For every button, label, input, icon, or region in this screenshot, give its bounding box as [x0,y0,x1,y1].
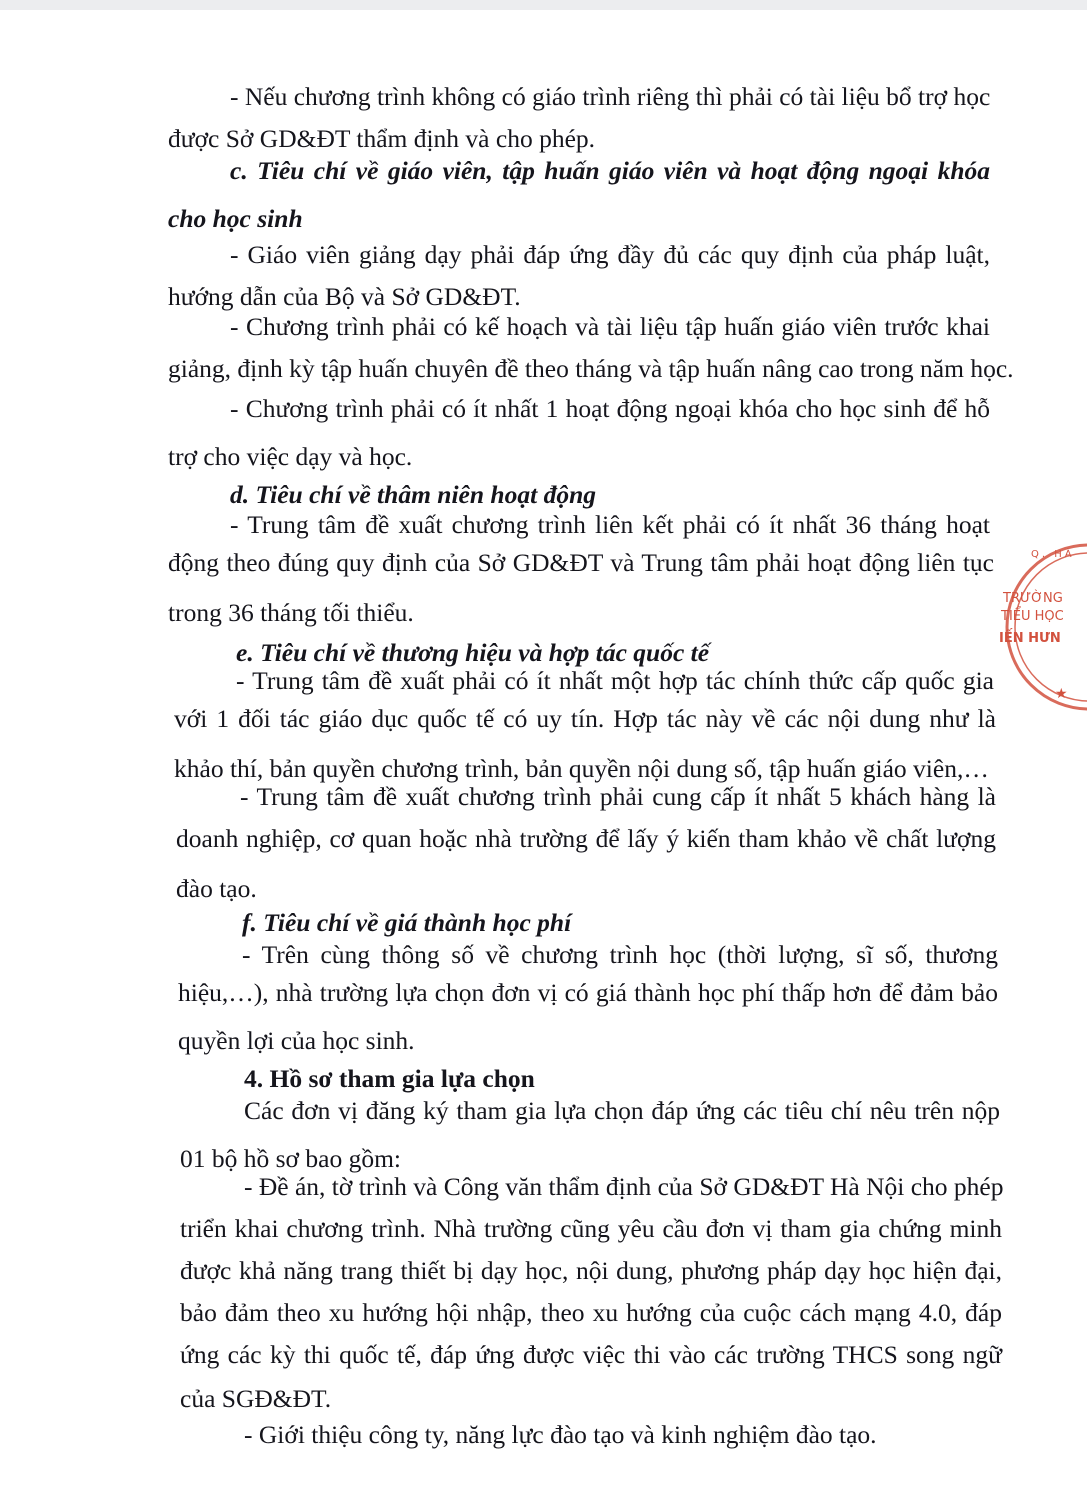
section-heading-c-cont: cho học sinh [168,204,303,233]
paragraph-line: - Trên cùng thông số về chương trình học (thời lượng, sĩ số, thương [242,940,998,969]
svg-text:★: ★ [1055,686,1068,702]
paragraph-line: Các đơn vị đăng ký tham gia lựa chọn đáp ứng các tiêu chí nêu trên nộp [244,1096,1000,1125]
paragraph-line: được Sở GD&ĐT thẩm định và cho phép. [168,124,596,153]
paragraph-line: - Nếu chương trình không có giáo trình riêng thì phải có tài liệu bổ trợ học [230,82,991,111]
paragraph-line: doanh nghiệp, cơ quan hoặc nhà trường để lấy ý kiến tham khảo về chất lượng [176,824,996,853]
paragraph-line: - Chương trình phải có ít nhất 1 hoạt động ngoại khóa cho học sinh để hỗ [230,394,990,423]
section-heading-e: e. Tiêu chí về thương hiệu và hợp tác quốc tế [236,638,710,667]
section-heading-c: c. Tiêu chí về giáo viên, tập huấn giáo viên và hoạt động ngoại khóa [230,156,990,185]
seal-text-line: TRƯỜNG [1003,591,1063,606]
paragraph-line: - Trung tâm đề xuất chương trình liên kết phải có ít nhất 36 tháng hoạt [230,510,990,539]
paragraph-line: quyền lợi của học sinh. [178,1026,415,1055]
paragraph-line: hiệu,…), nhà trường lựa chọn đơn vị có giá thành học phí thấp hơn để đảm bảo [178,978,998,1007]
paragraph-line: bảo đảm theo xu hướng hội nhập, theo xu hướng của cuộc cách mạng 4.0, đáp [180,1298,1002,1327]
seal-ring-icon [997,542,1087,712]
paragraph-line: với 1 đối tác giáo dục quốc tế có uy tín. Hợp tác này về các nội dung như là [174,704,996,733]
paragraph-line: - Giáo viên giảng dạy phải đáp ứng đầy đủ các quy định của pháp luật, [230,240,990,269]
paragraph-line: hướng dẫn của Bộ và Sở GD&ĐT. [168,282,521,311]
paragraph-line: - Đề án, tờ trình và Công văn thẩm định của Sở GD&ĐT Hà Nội cho phép [244,1172,1004,1201]
paragraph-line: giảng, định kỳ tập huấn chuyên đề theo tháng và tập huấn nâng cao trong năm học. [168,354,1014,383]
paragraph-line: - Chương trình phải có kế hoạch và tài liệu tập huấn giáo viên trước khai [230,312,990,341]
paragraph-line: khảo thí, bản quyền chương trình, bản quyền nội dung số, tập huấn giáo viên,… [174,754,989,783]
school-seal [997,542,1087,712]
seal-text-top: Q. HÀ [1031,549,1075,560]
paragraph-line: - Giới thiệu công ty, năng lực đào tạo và kinh nghiệm đào tạo. [244,1420,877,1449]
document-page [0,10,1087,1500]
seal-text-line: TIỂU HỌC [1001,609,1064,624]
paragraph-line: động theo đúng quy định của Sở GD&ĐT và Trung tâm phải hoạt động liên tục [168,548,994,577]
section-heading-4: 4. Hồ sơ tham gia lựa chọn [244,1064,535,1093]
paragraph-line: được khả năng trang thiết bị dạy học, nội dung, phương pháp dạy học hiện đại, [180,1256,1002,1285]
paragraph-line: đào tạo. [176,874,257,903]
paragraph-line: 01 bộ hồ sơ bao gồm: [180,1144,402,1173]
paragraph-line: - Trung tâm đề xuất chương trình phải cung cấp ít nhất 5 khách hàng là [240,782,996,811]
paragraph-line: của SGĐ&ĐT. [180,1384,332,1413]
paragraph-line: - Trung tâm đề xuất phải có ít nhất một hợp tác chính thức cấp quốc gia [236,666,994,695]
paragraph-line: ứng các kỳ thi quốc tế, đáp ứng được việc thi vào các trường THCS song ngữ [180,1340,1002,1369]
section-heading-d: d. Tiêu chí về thâm niên hoạt động [230,480,597,509]
seal-text-line: IẾN HƯN [999,631,1061,646]
paragraph-line: triển khai chương trình. Nhà trường cũng yêu cầu đơn vị tham gia chứng minh [180,1214,1002,1243]
paragraph-line: trong 36 tháng tối thiểu. [168,598,414,627]
paragraph-line: trợ cho việc dạy và học. [168,442,413,471]
section-heading-f: f. Tiêu chí về giá thành học phí [242,908,572,937]
